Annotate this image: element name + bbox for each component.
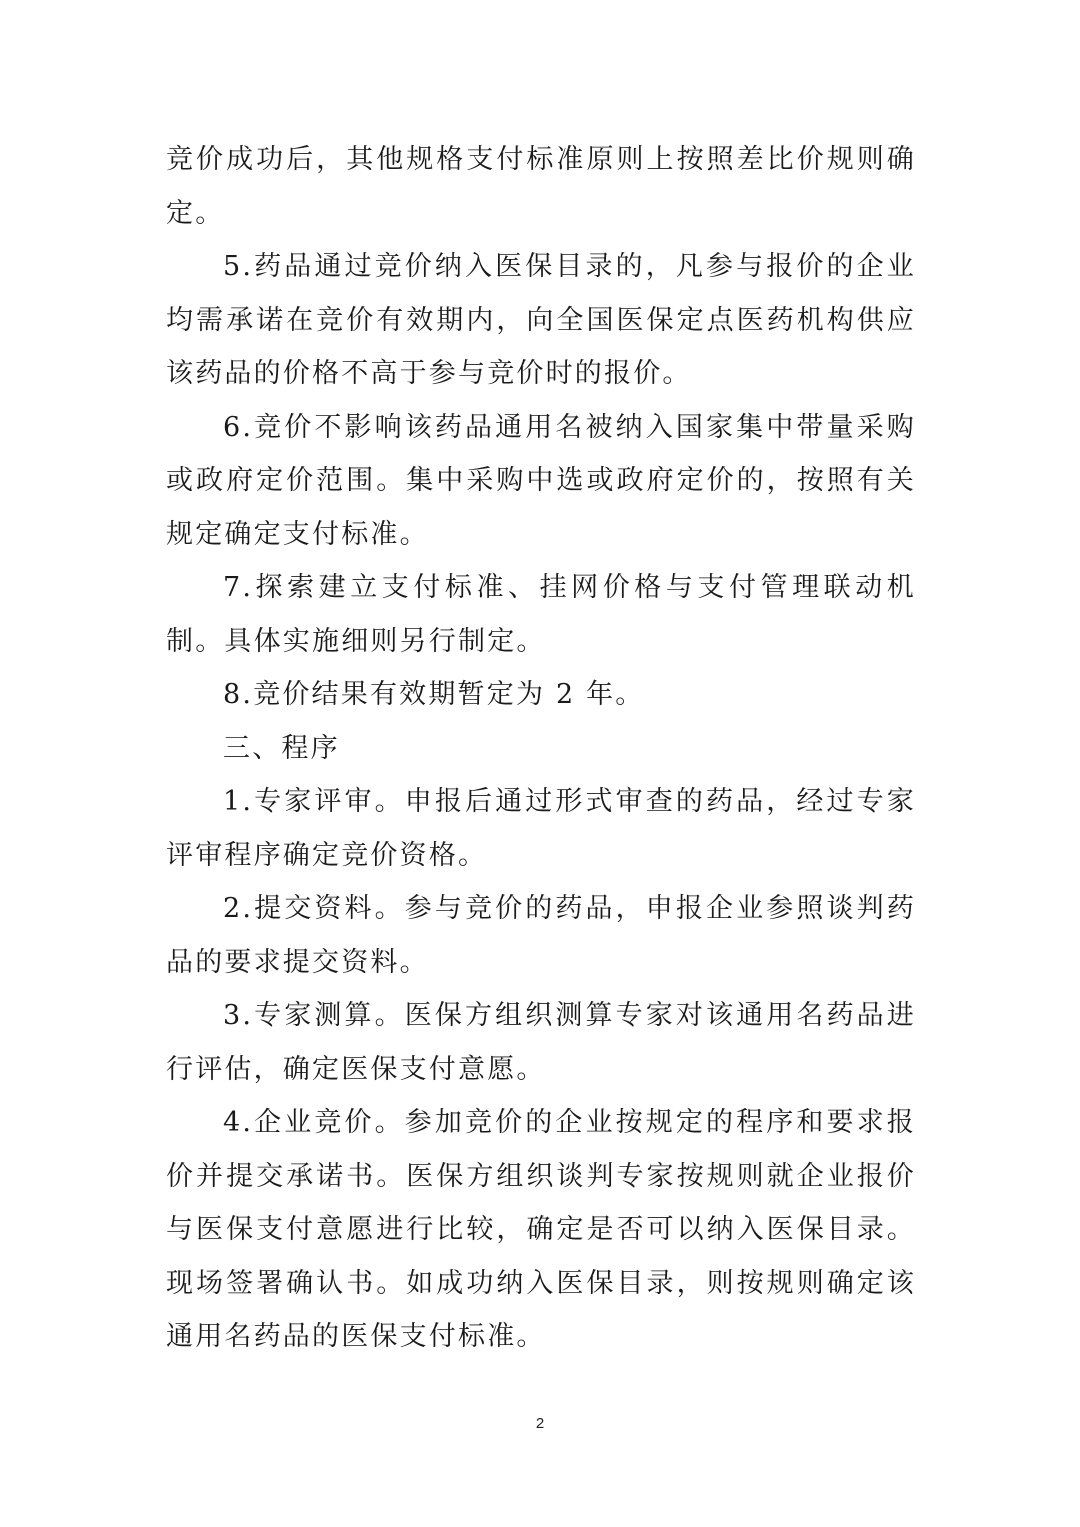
body-text — [166, 133, 916, 1364]
section-heading-procedure: 三、程序 — [223, 732, 340, 764]
paragraph-procedure-2: 2.提交资料。参与竞价的药品，申报企业参照谈判药品的要求提交资料。 — [166, 893, 916, 978]
paragraph-item-5: 5.药品通过竞价纳入医保目录的，凡参与报价的企业均需承诺在竞价有效期内，向全国医保定点医药机构供应该药品的价格不高于参与竞价时的报价。 — [166, 251, 916, 389]
page-number: 2 — [535, 1415, 545, 1432]
paragraph-procedure-4: 4.企业竞价。参加竞价的企业按规定的程序和要求报价并提交承诺书。医保方组织谈判专家按规则就企业报价与医保支付意愿进行比较，确定是否可以纳入医保目录。现场签署确认书。如成功纳入医保目录，则按规则确定该通用名药品的医保支付标准。 — [166, 1107, 916, 1352]
paragraph-continuation: 竞价成功后，其他规格支付标准原则上按照差比价规则确定。 — [166, 144, 916, 229]
paragraph-item-6: 6.竞价不影响该药品通用名被纳入国家集中带量采购或政府定价范围。集中采购中选或政府定价的，按照有关规定确定支付标准。 — [166, 411, 916, 550]
paragraph-procedure-1: 1.专家评审。申报后通过形式审查的药品，经过专家评审程序确定竞价资格。 — [166, 786, 916, 871]
paragraph-item-7: 7.探索建立支付标准、挂网价格与支付管理联动机制。具体实施细则另行制定。 — [166, 572, 916, 657]
paragraph-procedure-3: 3.专家测算。医保方组织测算专家对该通用名药品进行评估，确定医保支付意愿。 — [166, 1000, 916, 1085]
paragraph-item-8: 8.竞价结果有效期暂定为 2 年。 — [223, 679, 645, 710]
